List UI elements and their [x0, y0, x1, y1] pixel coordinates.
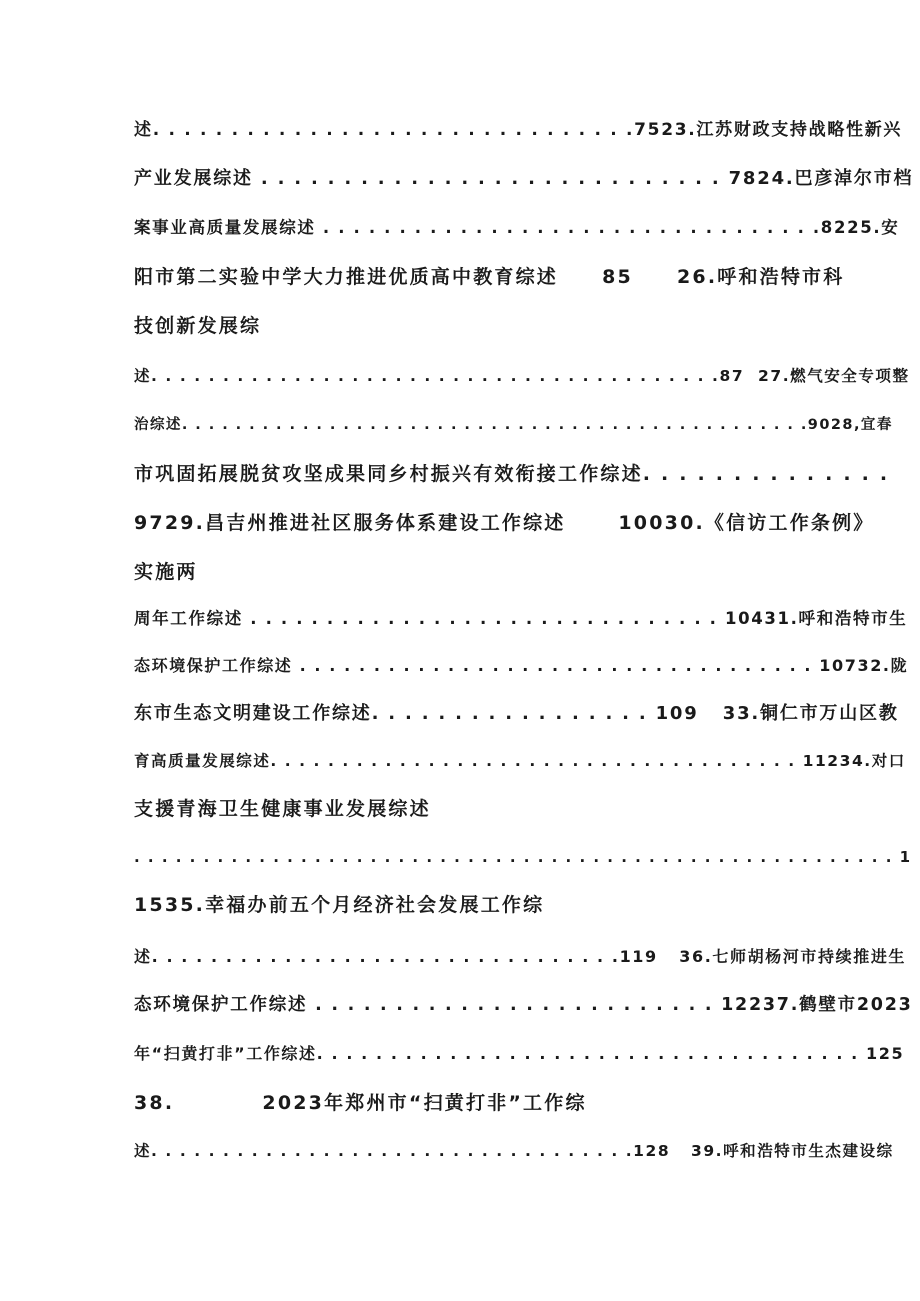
toc-line: 支援青海卫生健康事业发展综述	[134, 798, 431, 820]
toc-line: 述. . . . . . . . . . . . . . . . . . . . . . . . . . . . . . .7523.江苏财政支持战略性新兴	[134, 120, 903, 140]
toc-line: 9729.昌吉州推进社区服务体系建设工作综述 10030.《信访工作条例》	[134, 512, 875, 534]
toc-line: 态环境保护工作综述 . . . . . . . . . . . . . . . . . . . . . . . . . 12237.鹤壁市2023	[134, 995, 913, 1015]
toc-line: . . . . . . . . . . . . . . . . . . . . . . . . . . . . . . . . . . . . . . . . . . . . . . . . . . . . . . . 1	[134, 848, 912, 866]
toc-line: 案事业高质量发展综述 . . . . . . . . . . . . . . . . . . . . . . . . . . . . . . . . .8225.安	[134, 218, 900, 237]
toc-line: 治综述. . . . . . . . . . . . . . . . . . . . . . . . . . . . . . . . . . . . . . . . . . . . . . .9028,宜春	[134, 417, 893, 433]
toc-line: 产业发展综述 . . . . . . . . . . . . . . . . . . . . . . . . . . . . 7824.巴彦淖尔市档	[134, 168, 914, 189]
toc-line: 述. . . . . . . . . . . . . . . . . . . . . . . . . . . . . . . . . . . . . . . .87 27.燃气安全专项整	[134, 367, 910, 385]
toc-line: 技创新发展综	[134, 315, 262, 337]
toc-line: 述. . . . . . . . . . . . . . . . . . . . . . . . . . . . . . . . . .128 39.呼和浩特市生杰建设综	[134, 1142, 894, 1160]
toc-line: 态环境保护工作综述 . . . . . . . . . . . . . . . . . . . . . . . . . . . . . . . . . . . 10732.陇	[134, 656, 909, 675]
toc-line: 述. . . . . . . . . . . . . . . . . . . . . . . . . . . . . . . .119 36.七师胡杨河市持续推进生	[134, 947, 907, 966]
toc-line: 阳市第二实验中学大力推进优质高中教育综述 85 26.呼和浩特市科	[134, 266, 845, 288]
toc-line: 市巩固拓展脱贫攻坚成果同乡村振兴有效衔接工作综述. . . . . . . . . . . . . .	[134, 463, 890, 485]
toc-line: 东市生态文明建设工作综述. . . . . . . . . . . . . . . . . 109 33.铜仁市万山区教	[134, 703, 899, 724]
toc-line: 38. 2023年郑州市“扫黄打非”工作综	[134, 1092, 587, 1114]
toc-line: 实施两	[134, 561, 198, 583]
toc-line: 周年工作综述 . . . . . . . . . . . . . . . . . . . . . . . . . . . . . . . 10431.呼和浩特市生	[134, 609, 908, 628]
toc-line: 1535.幸福办前五个月经济社会发展工作综	[134, 894, 545, 916]
toc-line: 年“扫黄打非”工作综述. . . . . . . . . . . . . . . . . . . . . . . . . . . . . . . . . . . . . 125	[134, 1044, 905, 1063]
toc-line: 育高质量发展综述. . . . . . . . . . . . . . . . . . . . . . . . . . . . . . . . . . . . . 11234.对口	[134, 752, 906, 770]
